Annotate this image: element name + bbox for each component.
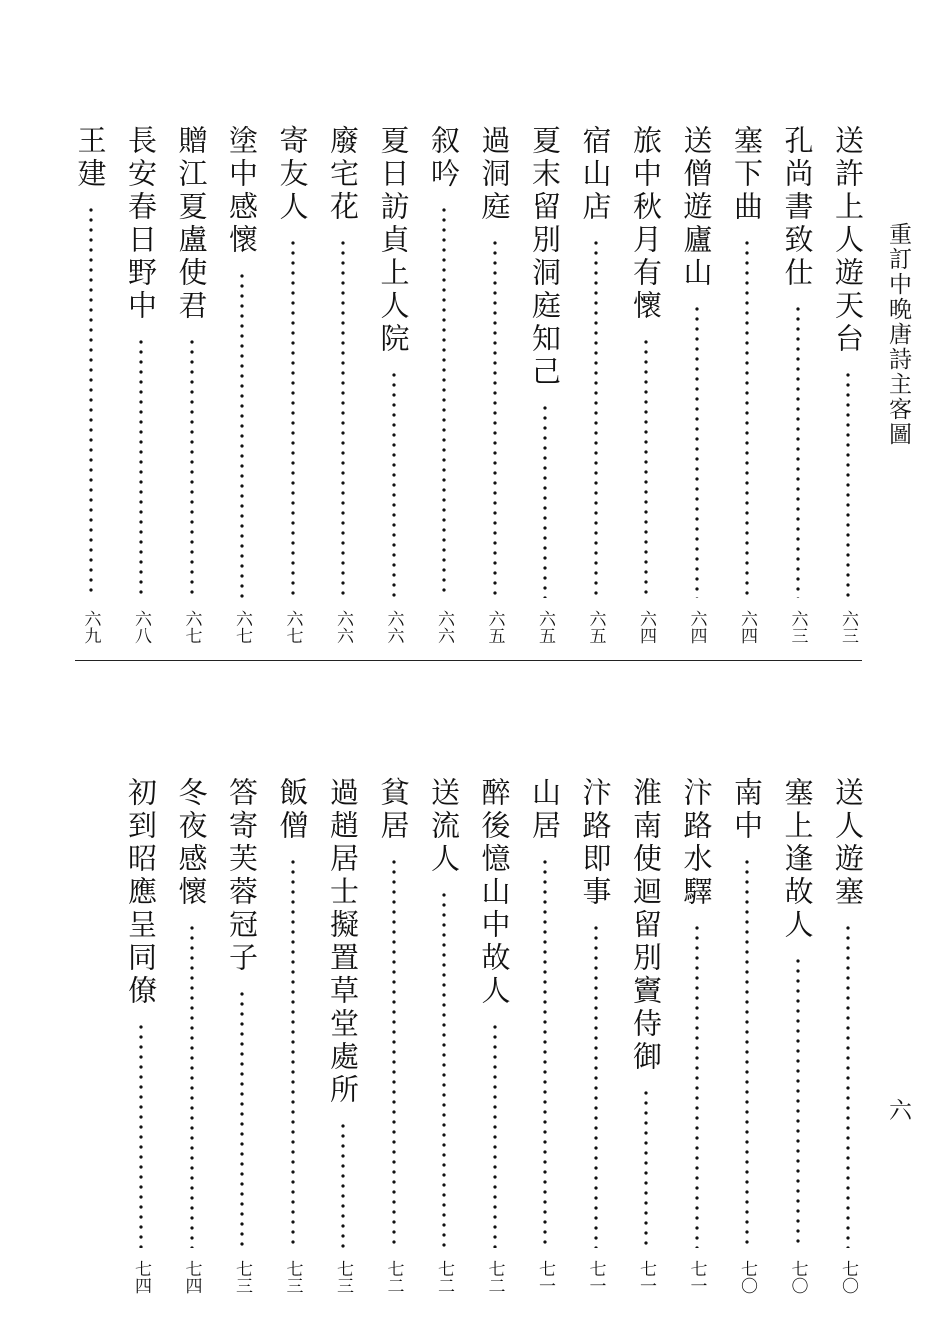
- entry-title: 夏日訪貞上人院: [376, 125, 411, 356]
- entry-page-number: 六八: [131, 610, 151, 644]
- toc-top-entry: [578, 125, 614, 650]
- book-title: 重訂中晩唐詩主客圖: [885, 222, 911, 447]
- entry-page-number: 六三: [787, 610, 808, 644]
- entry-page-number: 六七: [282, 610, 303, 644]
- toc-bottom-entry: [628, 777, 664, 1300]
- entry-title: 飯僧: [275, 777, 310, 843]
- entry-page-number: 七一: [535, 1260, 555, 1294]
- leader-dots: [441, 205, 447, 598]
- leader-dots: [189, 923, 195, 1248]
- leader-dots: [391, 370, 397, 598]
- toc-bottom-entry: [780, 777, 816, 1300]
- entry-title: 淮南使迴留別竇侍御: [629, 777, 663, 1074]
- entry-title: 送人遊塞: [831, 777, 865, 909]
- entry-title: 長安春日野中: [124, 125, 158, 323]
- entry-page-number: 六六: [333, 610, 353, 644]
- toc-bottom-entry: [729, 777, 765, 1300]
- entry-page-number: 七二: [484, 1260, 505, 1294]
- entry-title: 王建: [73, 125, 108, 191]
- toc-top-entry: [426, 125, 462, 650]
- leader-dots: [795, 956, 801, 1248]
- entry-page-number: 七二: [434, 1260, 454, 1294]
- toc-bottom-entry: [174, 777, 210, 1300]
- entry-title: 寄友人: [275, 125, 310, 224]
- entry-page-number: 六六: [434, 610, 454, 644]
- toc-bottom-entry: [426, 777, 462, 1300]
- entry-title: 醉後憶山中故人: [477, 777, 512, 1008]
- toc-top-entry: [123, 125, 159, 650]
- entry-page-number: 六三: [838, 610, 858, 644]
- leader-dots: [542, 403, 548, 598]
- entry-page-number: 七〇: [737, 1260, 757, 1294]
- entry-page-number: 六四: [686, 610, 707, 644]
- toc-top-entry: [174, 125, 210, 650]
- toc-top-entry: [628, 125, 664, 650]
- toc-top-entry: [477, 125, 513, 650]
- entry-title: 送流人: [427, 777, 461, 876]
- entry-page-number: 七三: [333, 1260, 353, 1294]
- entry-title: 贈江夏盧使君: [174, 125, 209, 323]
- entry-page-number: 六九: [80, 610, 101, 644]
- toc-bottom-entry: [123, 777, 159, 1300]
- entry-page-number: 六五: [484, 610, 505, 644]
- entry-page-number: 七三: [232, 1260, 252, 1294]
- entry-page-number: 六五: [535, 610, 555, 644]
- toc-bottom-entry: [224, 777, 260, 1300]
- toc-top-entry: [224, 125, 260, 650]
- leader-dots: [189, 337, 195, 598]
- leader-dots: [138, 337, 144, 598]
- entry-page-number: 七〇: [787, 1260, 808, 1294]
- toc-bottom-entry: [679, 777, 715, 1300]
- entry-title: 汴路水驛: [679, 777, 714, 909]
- entry-page-number: 六五: [585, 610, 606, 644]
- entry-page-number: 七四: [131, 1260, 151, 1294]
- entry-title: 塗中感懷: [225, 125, 259, 257]
- toc-bottom-entry: [578, 777, 614, 1300]
- leader-dots: [744, 238, 750, 598]
- entry-title: 送僧遊廬山: [679, 125, 714, 290]
- entry-page-number: 七三: [282, 1260, 303, 1294]
- toc-top-entry: [679, 125, 715, 650]
- leader-dots: [441, 890, 447, 1248]
- page-label: 六: [885, 1098, 911, 1123]
- leader-dots: [694, 923, 700, 1248]
- entry-title: 廢宅花: [326, 125, 360, 224]
- entry-title: 宿山店: [578, 125, 613, 224]
- entry-title: 冬夜感懷: [174, 777, 209, 909]
- toc-bottom-entry: [275, 777, 311, 1300]
- entry-title: 夏末留別洞庭知己: [528, 125, 562, 389]
- toc-top-entry: [729, 125, 765, 650]
- entry-page-number: 七四: [181, 1260, 202, 1294]
- entry-page-number: 七一: [636, 1260, 656, 1294]
- entry-page-number: 六六: [383, 610, 404, 644]
- entry-page-number: 六七: [181, 610, 202, 644]
- entry-title: 送許上人遊天台: [831, 125, 865, 356]
- toc-bottom-entry: [325, 777, 361, 1300]
- entry-title: 山居: [528, 777, 562, 843]
- leader-dots: [340, 1121, 346, 1248]
- entry-title: 旅中秋月有懷: [629, 125, 663, 323]
- entry-title: 南中: [730, 777, 764, 843]
- entry-page-number: 六七: [232, 610, 252, 644]
- toc-top-entry: [325, 125, 361, 650]
- leader-dots: [744, 857, 750, 1248]
- toc-top-entry: [376, 125, 412, 650]
- entry-title: 塞上逢故人: [780, 777, 815, 942]
- toc-bottom-entry: [527, 777, 563, 1300]
- entry-title: 塞下曲: [730, 125, 764, 224]
- leader-dots: [239, 989, 245, 1248]
- toc-top-entry: [780, 125, 816, 650]
- leader-dots: [643, 337, 649, 598]
- leader-dots: [340, 238, 346, 598]
- leader-dots: [290, 857, 296, 1248]
- entry-title: 答寄芙蓉冠子: [225, 777, 259, 975]
- entry-title: 貧居: [376, 777, 411, 843]
- leader-dots: [290, 238, 296, 598]
- entry-title: 汴路即事: [578, 777, 613, 909]
- toc-top-entry: [527, 125, 563, 650]
- leader-dots: [795, 304, 801, 598]
- entry-page-number: 六四: [737, 610, 757, 644]
- section-divider: [75, 660, 862, 661]
- leader-dots: [845, 370, 851, 598]
- entry-page-number: 七一: [686, 1260, 707, 1294]
- entry-page-number: 七二: [383, 1260, 404, 1294]
- leader-dots: [239, 271, 245, 598]
- toc-top-entry: [73, 125, 109, 650]
- leader-dots: [593, 238, 599, 598]
- leader-dots: [88, 205, 94, 598]
- leader-dots: [593, 923, 599, 1248]
- leader-dots: [845, 923, 851, 1248]
- entry-page-number: 七〇: [838, 1260, 858, 1294]
- entry-title: 孔尚書致仕: [780, 125, 815, 290]
- entry-title: 叙吟: [427, 125, 461, 191]
- toc-bottom-entry: [477, 777, 513, 1300]
- entry-page-number: 六四: [636, 610, 656, 644]
- leader-dots: [643, 1088, 649, 1248]
- entry-page-number: 七一: [585, 1260, 606, 1294]
- leader-dots: [391, 857, 397, 1248]
- leader-dots: [492, 1022, 498, 1248]
- toc-top-entry: [275, 125, 311, 650]
- entry-title: 初到昭應呈同僚: [124, 777, 158, 1008]
- toc-bottom-entry: [376, 777, 412, 1300]
- toc-top-entry: [830, 125, 866, 650]
- leader-dots: [542, 857, 548, 1248]
- leader-dots: [138, 1022, 144, 1248]
- leader-dots: [492, 238, 498, 598]
- toc-bottom-entry: [830, 777, 866, 1300]
- leader-dots: [694, 304, 700, 598]
- entry-title: 過趙居士擬置草堂處所: [326, 777, 360, 1107]
- entry-title: 過洞庭: [477, 125, 512, 224]
